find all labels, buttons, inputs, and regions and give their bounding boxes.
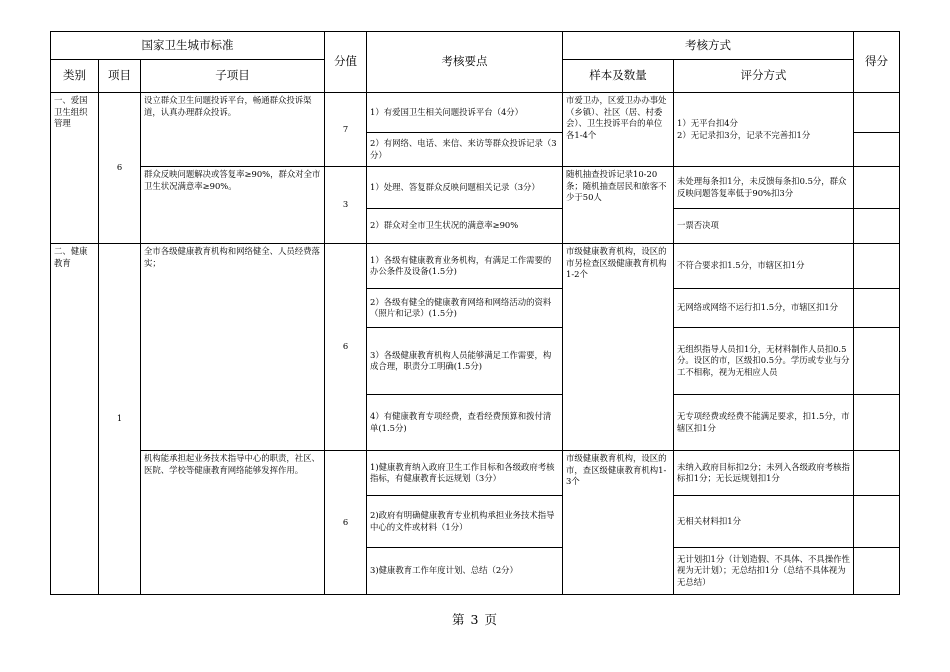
points-cell bbox=[854, 289, 900, 328]
header-score: 分值 bbox=[325, 32, 367, 93]
points-cell bbox=[854, 451, 900, 496]
header-standard: 国家卫生城市标准 bbox=[51, 32, 325, 60]
key-point-cell: 1)健康教育纳入政府卫生工作目标和各级政府考核指标，有健康教育长远规划（3分） bbox=[367, 451, 563, 496]
header-sub-item: 子项目 bbox=[141, 60, 325, 93]
sub-item-cell: 机构能承担起业务技术指导中心的职责，社区、医院、学校等健康教育网络能够发挥作用。 bbox=[141, 451, 325, 595]
points-cell bbox=[854, 496, 900, 548]
header-key-points: 考核要点 bbox=[367, 32, 563, 93]
points-cell bbox=[854, 209, 900, 244]
header-scoring: 评分方式 bbox=[674, 60, 854, 93]
header-method: 考核方式 bbox=[563, 32, 854, 60]
points-cell bbox=[854, 133, 900, 167]
standards-table bbox=[50, 31, 900, 595]
scoring-cell: 一票否决项 bbox=[674, 209, 854, 244]
key-point-cell: 3)健康教育工作年度计划、总结（2分） bbox=[367, 548, 563, 595]
header-item: 项目 bbox=[99, 60, 141, 93]
key-point-cell: 1）各级有健康教育业务机构，有满足工作需要的办公条件及设备(1.5分) bbox=[367, 244, 563, 289]
sample-cell: 市级健康教育机构，设区的市，查区级健康教育机构1-3个 bbox=[563, 451, 674, 595]
points-cell bbox=[854, 244, 900, 289]
score-cell: 6 bbox=[325, 451, 367, 595]
scoring-cell: 不符合要求扣1.5分，市辖区扣1分 bbox=[674, 244, 854, 289]
key-point-cell: 2）各级有健全的健康教育网络和网络活动的资料（照片和记录）(1.5分) bbox=[367, 289, 563, 328]
scoring-cell: 无专项经费或经费不能满足要求，扣1.5分，市辖区扣1分 bbox=[674, 395, 854, 451]
key-point-cell: 4）有健康教育专项经费，查看经费预算和拨付清单(1.5分) bbox=[367, 395, 563, 451]
scoring-cell: 无相关材料扣1分 bbox=[674, 496, 854, 548]
category-cell: 二、健康教育 bbox=[51, 244, 99, 595]
scoring-cell: 未纳入政府目标扣2分；未列入各级政府考核指标扣1分；无长远规划扣1分 bbox=[674, 451, 854, 496]
sample-cell: 随机抽查投诉记录10-20条；随机抽查居民和旅客不少于50人 bbox=[563, 167, 674, 244]
score-cell: 6 bbox=[325, 244, 367, 451]
sub-item-cell: 群众反映问题解决或答复率≥90%，群众对全市卫生状况满意率≥90%。 bbox=[141, 167, 325, 244]
key-point-cell: 2）有网络、电话、来信、来访等群众投诉记录（3分） bbox=[367, 133, 563, 167]
key-point-cell: 2)政府有明确健康教育专业机构承担业务技术指导中心的文件或材料（1分） bbox=[367, 496, 563, 548]
header-category: 类别 bbox=[51, 60, 99, 93]
item-cell: 6 bbox=[99, 93, 141, 244]
points-cell bbox=[854, 167, 900, 209]
header-sample: 样本及数量 bbox=[563, 60, 674, 93]
points-cell bbox=[854, 395, 900, 451]
sub-item-cell: 设立群众卫生问题投诉平台，畅通群众投诉渠道，认真办理群众投诉。 bbox=[141, 93, 325, 167]
score-cell: 3 bbox=[325, 167, 367, 244]
category-cell: 一、爱国卫生组织管理 bbox=[51, 93, 99, 244]
points-cell bbox=[854, 548, 900, 595]
scoring-cell: 未处理每条扣1分，未反馈每条扣0.5分，群众反映问题答复率低于90%扣3分 bbox=[674, 167, 854, 209]
sub-item-cell: 全市各级健康教育机构和网络健全、人员经费落实； bbox=[141, 244, 325, 451]
points-cell bbox=[854, 328, 900, 395]
sample-cell: 市爱卫办，区爱卫办办事处（乡镇）、社区（居、村委会）、卫生投诉平台的单位各1-4个 bbox=[563, 93, 674, 167]
scoring-cell: 无组织指导人员扣1分，无材料制作人员扣0.5分。设区的市，区级扣0.5分。学历或专业与分工不相称，视为无相应人员 bbox=[674, 328, 854, 395]
page-number: 第 3 页 bbox=[452, 612, 498, 627]
sample-cell: 市级健康教育机构，设区的市另检查区级健康教育机构1-2个 bbox=[563, 244, 674, 451]
scoring-cell: 无计划扣1分（计划造假、不具体、不具操作性视为无计划）；无总结扣1分（总结不具体视为无总结） bbox=[674, 548, 854, 595]
key-point-cell: 2）群众对全市卫生状况的满意率≥90% bbox=[367, 209, 563, 244]
key-point-cell: 1）有爱国卫生相关问题投诉平台（4分） bbox=[367, 93, 563, 133]
points-cell bbox=[854, 93, 900, 133]
key-point-cell: 3）各级健康教育机构人员能够满足工作需要，构成合理，职责分工明确(1.5分) bbox=[367, 328, 563, 395]
key-point-cell: 1）处理、答复群众反映问题相关记录（3分） bbox=[367, 167, 563, 209]
item-cell: 1 bbox=[99, 244, 141, 595]
score-cell: 7 bbox=[325, 93, 367, 167]
scoring-cell: 1）无平台扣4分 2）无记录扣3分，记录不完善扣1分 bbox=[674, 93, 854, 167]
header-points-got: 得分 bbox=[854, 32, 900, 93]
scoring-cell: 无网络或网络不运行扣1.5分，市辖区扣1分 bbox=[674, 289, 854, 328]
